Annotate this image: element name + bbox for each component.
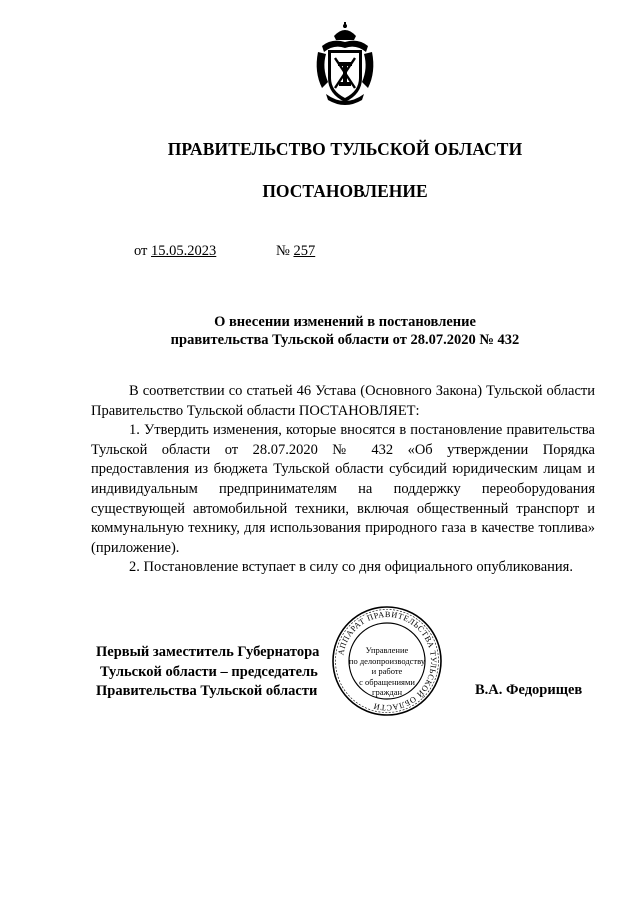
document-subject	[60, 313, 630, 349]
subject-line-2: правительства Тульской области от 28.07.2020 № 432	[170, 332, 520, 348]
number-value: 257	[293, 243, 316, 259]
number-prefix: №	[276, 243, 290, 259]
stamp-ring-text: АППАРАТ ПРАВИТЕЛЬСТВА ТУЛЬСКОЙ ОБЛАСТИ	[336, 609, 439, 713]
stamp-line-4: с обращениями	[359, 676, 415, 687]
subject-line-1: О внесении изменений в постановление	[214, 314, 476, 330]
stamp-line-3: и работе	[371, 666, 403, 676]
government-title: ПРАВИТЕЛЬСТВО ТУЛЬСКОЙ ОБЛАСТИ	[167, 139, 523, 159]
signer-name: В.А. Федорищев	[475, 682, 583, 698]
document-date	[134, 243, 216, 260]
stamp-line-5: граждан	[371, 687, 403, 697]
signer-position	[96, 643, 319, 702]
signer-position-line-2: Тульской области – председатель	[100, 663, 318, 680]
document-body	[91, 382, 595, 578]
date-value: 15.05.2023	[151, 243, 217, 259]
date-prefix: от	[134, 243, 148, 259]
document-type-title: ПОСТАНОВЛЕНИЕ	[262, 181, 428, 201]
document-number	[276, 243, 315, 260]
stamp-center-text	[339, 645, 435, 698]
signer-position-line-3: Правительства Тульской области	[96, 683, 318, 699]
paragraph-item-1: 1. Утвердить изменения, которые вносятся в постановление правительства Тульской области от 28.07.2020 № 432 «Об утверждении Порядка предоставления из бюджета Тульской области субсидий юридическим лицам и индивидуальным предпринимателям на поддержку переоборудования существующей автомобильной техники, включая общественный транспорт и коммунальную технику, для использования природного газа в качестве топлива» (приложение).	[91, 422, 595, 556]
paragraph-item-2: 2. Постановление вступает в силу со дня официального опубликования.	[129, 559, 573, 576]
stamp-line-2: по делопроизводству	[348, 655, 426, 666]
stamp-line-1: Управление	[365, 645, 409, 655]
coat-of-arms-emblem	[312, 22, 378, 108]
signer-position-line-1: Первый заместитель Губернатора	[96, 644, 320, 660]
paragraph-preamble: В соответствии со статьей 46 Устава (Основного Закона) Тульской области Правительство Тульской области ПОСТАНОВЛЯЕТ:	[91, 383, 595, 419]
